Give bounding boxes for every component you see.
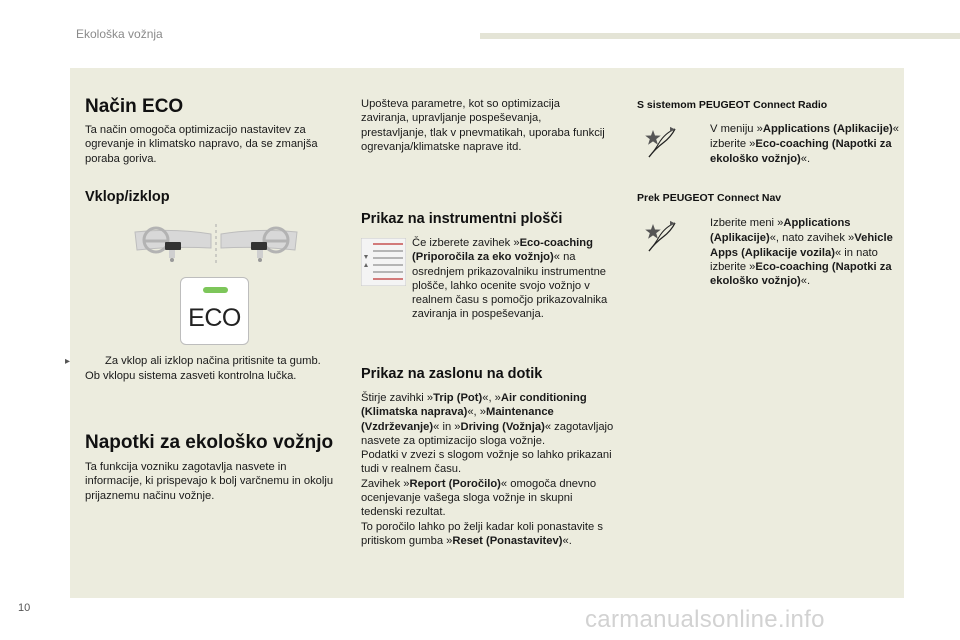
steering-wheel-illustration-icon	[133, 222, 299, 268]
connect-radio-instructions: ▸ V meniju »Applications (Aplikacije)« izberite »Eco-coaching (Napotki za ekološko vožnjo)«.	[670, 123, 900, 165]
instrument-screen-thumbnail-icon	[361, 238, 406, 286]
eco-button-illustration	[180, 277, 249, 345]
heading-eco-tips: Napotki za ekološko vožnjo	[85, 432, 334, 453]
header-bar	[480, 33, 960, 39]
eco-button-label: ECO	[188, 304, 241, 332]
page-header-title: Ekološka vožnja	[76, 27, 163, 41]
toggle-instructions	[65, 354, 340, 384]
heading-eco-mode: Način ECO	[85, 96, 184, 117]
bullet-arrow-icon: ▸	[670, 124, 676, 135]
watermark: carmanualsonline.info	[585, 606, 825, 633]
heading-connect-nav: Prek PEUGEOT Connect Nav	[637, 192, 782, 204]
instrument-text: Če izberete zavihek »Eco-coaching (Priporočila za eko vožnjo)« na osrednjem prikazovalniku instrumentne plošče, lahko ocenite svojo vožnjo v realnem času s pomočjo prikazovalnika zaviranja in pospeševanja.	[412, 237, 608, 321]
eco-intro-text: Ta način omogoča optimizacijo nastavitev za ogrevanje in klimatsko napravo, da se zmanjša poraba goriva.	[85, 124, 318, 165]
toggle-bullet: ▸ Za vklop ali izklop načina pritisnite ta gumb.	[85, 354, 340, 369]
eco-tips-text: Ta funkcija vozniku zagotavlja nasvete in informacije, ki prispevajo k bolj varčnemu in okolju prijaznemu načinu vožnje.	[85, 461, 334, 502]
parameters-text: Upošteva parametre, kot so optimizacija zaviranja, upravljanje pospeševanja, prestavljanje, tlak v pnevmatikah, uporaba funkcij ogrevanja/klimatske naprave itd.	[361, 98, 605, 153]
bullet-arrow-icon: ▸	[670, 218, 676, 229]
heading-touchscreen-display: Prikaz na zaslonu na dotik	[361, 366, 543, 382]
toggle-note: Ob vklopu sistema zasveti kontrolna lučka.	[85, 370, 297, 383]
bullet-arrow-icon: ▸	[65, 356, 71, 367]
heading-instrument-display: Prikaz na instrumentni plošči	[361, 211, 563, 227]
heading-toggle: Vklop/izklop	[85, 189, 170, 205]
connect-nav-instructions: ▸ Izberite meni »Applications (Aplikacije)«, nato zavihek »Vehicle Apps (Aplikacije vozila)« in nato izberite »Eco-coaching (Napotki za ekološko vožnjo)«.	[670, 217, 893, 288]
touchscreen-text: Štirje zavihki »Trip (Pot)«, »Air conditioning (Klimatska naprava)«, »Maintenance (Vzdrževanje)« in »Driving (Vožnja)« zagotavljajo nasvete za optimizacijo sloga vožnje. Podatki v zvezi s slogom vožnje so lahko prikazani tudi v realnem času. Zavihek »Report (Poročilo)« omogoča dnevno ocenjevanje vašega sloga vožnje in skupni tedenski rezultat. To poročilo lahko po želji kadar koli ponastavite s pritiskom gumba »Reset (Ponastavitev)«.	[361, 392, 614, 547]
heading-connect-radio: S sistemom PEUGEOT Connect Radio	[637, 99, 828, 111]
eco-indicator-led	[203, 287, 228, 293]
page-number: 10	[18, 602, 31, 614]
